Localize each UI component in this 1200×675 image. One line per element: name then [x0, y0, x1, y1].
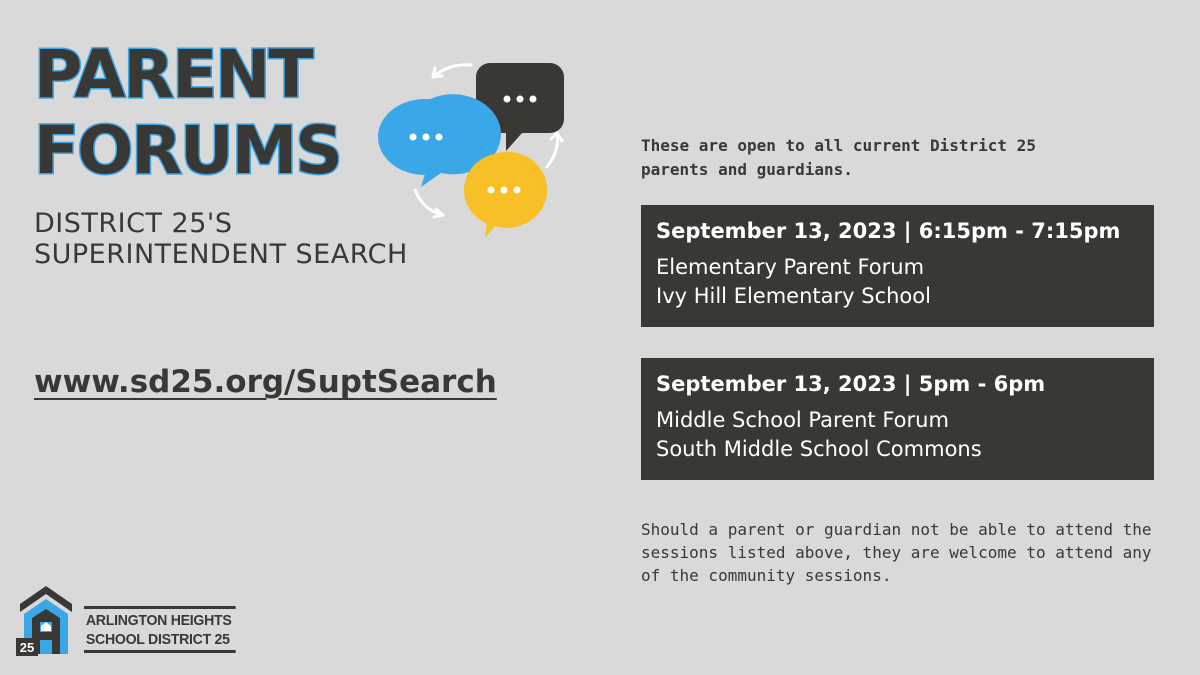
event-card	[641, 205, 1154, 327]
subtitle-line-1: DISTRICT 25'S	[34, 208, 233, 239]
logo-line-1: ARLINGTON HEIGHTS	[85, 612, 232, 629]
event-name: Middle School Parent Forum	[656, 408, 949, 432]
event-card	[641, 358, 1154, 480]
event-location: Ivy Hill Elementary School	[656, 284, 931, 308]
logo-line-2: SCHOOL DISTRICT 25	[85, 631, 230, 648]
event-location: South Middle School Commons	[656, 437, 982, 461]
event-date-time: September 13, 2023 | 5pm - 6pm	[656, 372, 1046, 396]
event-date-time: September 13, 2023 | 6:15pm - 7:15pm	[656, 219, 1121, 243]
school-district-logo-icon	[16, 582, 76, 660]
subtitle-line-2: SUPERINTENDENT SEARCH	[34, 239, 408, 270]
intro-text: These are open to all current District 25 parents and guardians.	[641, 136, 1036, 179]
chat-bubbles-icon	[375, 55, 575, 245]
event-details	[656, 406, 1154, 464]
attendance-note: Should a parent or guardian not be able to attend the sessions listed above, they are welcome to attend any of the community sessions.	[641, 520, 1152, 585]
title-line-2: FORUMS	[34, 112, 341, 189]
search-website-link[interactable]: www.sd25.org/SuptSearch	[34, 364, 497, 400]
subtitle	[34, 208, 408, 270]
title-line-1: PARENT	[34, 36, 312, 113]
logo-badge-number: 25	[19, 640, 35, 655]
event-name: Elementary Parent Forum	[656, 255, 925, 279]
district-logo-text	[84, 606, 236, 653]
event-details	[656, 253, 1154, 311]
